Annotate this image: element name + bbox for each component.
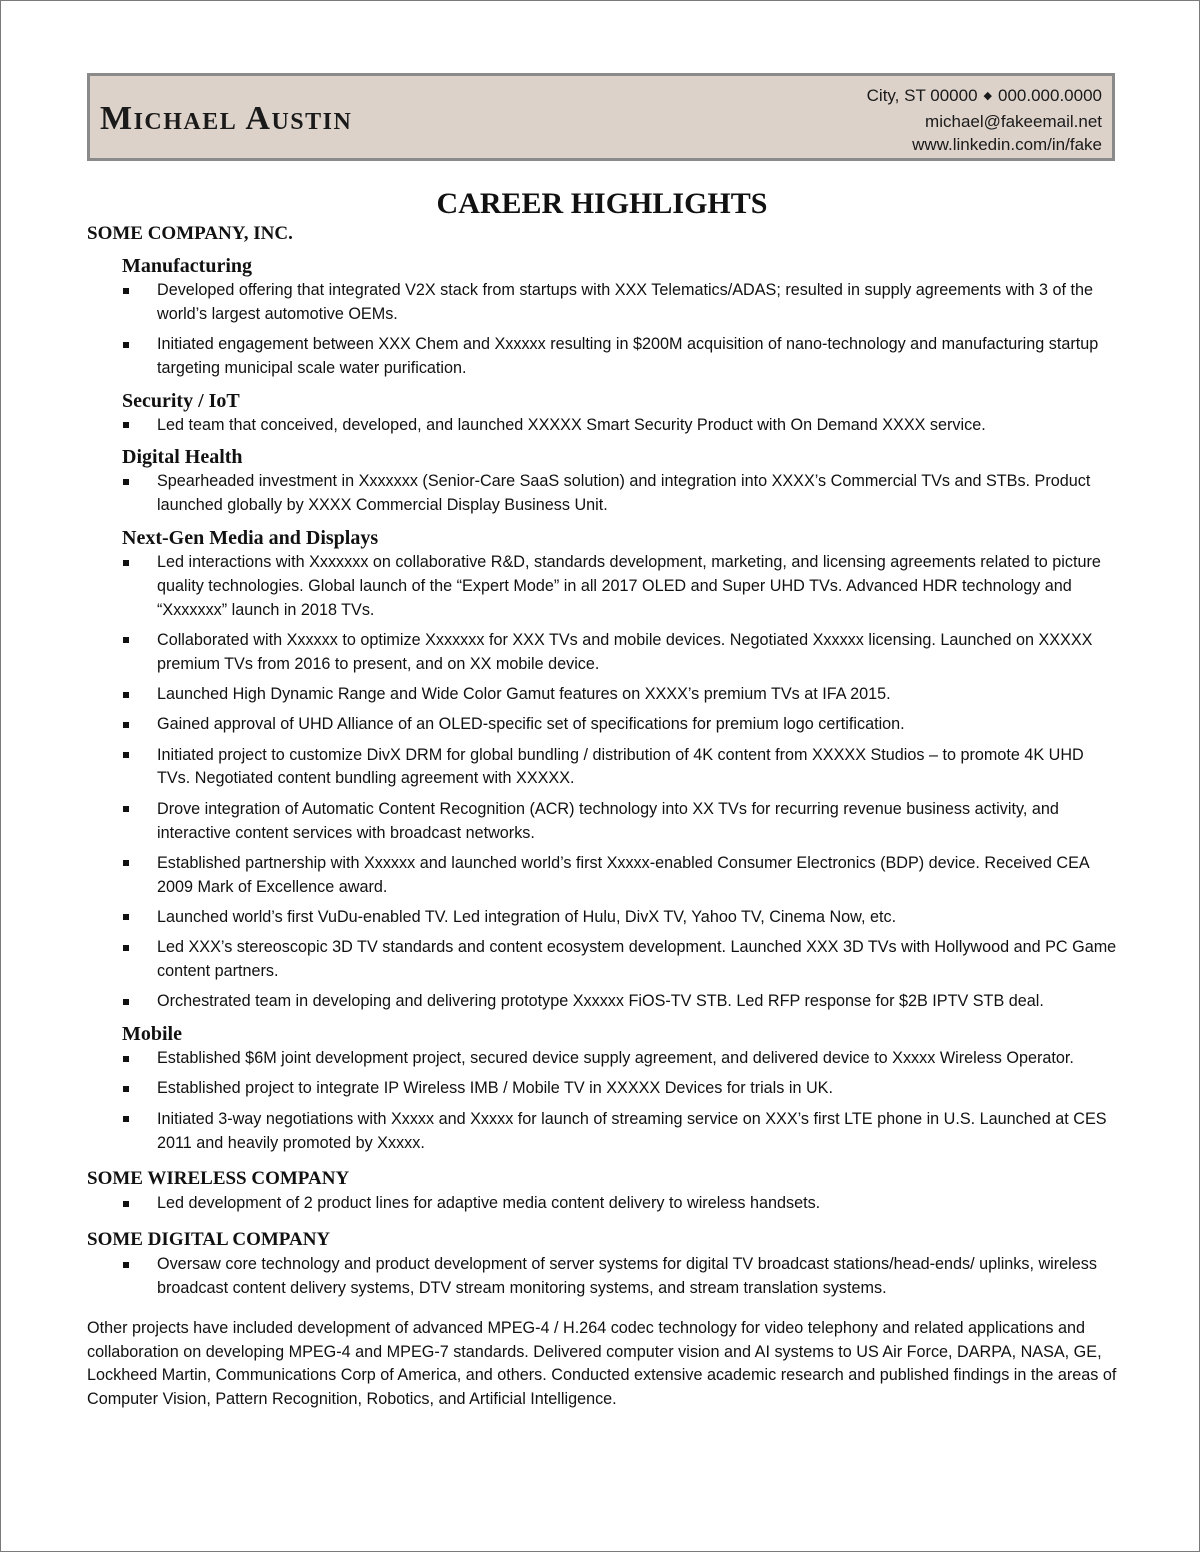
bullet-item [87, 1108, 1117, 1156]
bullet-text: Led team that conceived, developed, and launched XXXXX Smart Security Product with On Demand XXXX service. [157, 415, 986, 434]
bullet-item [87, 1047, 1117, 1071]
square-bullet-icon [123, 342, 129, 348]
square-bullet-icon [123, 288, 129, 294]
square-bullet-icon [123, 1201, 129, 1207]
category-title: Mobile [122, 1023, 182, 1046]
square-bullet-icon [123, 479, 129, 485]
company-block [87, 222, 1117, 1155]
bullet-text: Oversaw core technology and product development of server systems for digital TV broadcast stations/head-ends/ uplinks, wireless broadcast content delivery systems, DTV stream monitoring systems, and stream translation systems. [157, 1255, 1097, 1297]
bullet-text: Drove integration of Automatic Content Recognition (ACR) technology into XX TVs for recurring revenue business activity, and interactive content services with broadcast networks. [157, 799, 1059, 842]
location-text: City, ST 00000 [866, 86, 978, 105]
bullet-list [87, 551, 1117, 1014]
resume-content [87, 186, 1117, 1412]
company-name: SOME COMPANY, INC. [87, 223, 293, 244]
category-title: Next-Gen Media and Displays [122, 527, 379, 550]
bullet-text: Launched world’s first VuDu-enabled TV. Led integration of Hulu, DivX TV, Yahoo TV, Cinema Now, etc. [157, 907, 897, 926]
bullet-list [87, 1253, 1117, 1301]
bullet-item [87, 333, 1117, 381]
company-name: SOME WIRELESS COMPANY [87, 1168, 350, 1190]
square-bullet-icon [123, 999, 129, 1005]
square-bullet-icon [123, 806, 129, 812]
bullet-text: Established partnership with Xxxxxx and launched world’s first Xxxxx-enabled Consumer Electronics (BDP) device. Received CEA 2009 Mark of Excellence award. [157, 853, 1089, 896]
email-link[interactable]: michael@fakeemail.net [925, 112, 1102, 131]
phone-text: 000.000.0000 [998, 86, 1102, 105]
bullet-text: Initiated 3-way negotiations with Xxxxx and Xxxxx for launch of streaming service on XXX’s first LTE phone in U.S. Launched at CES 2011 and heavily promoted by Xxxxx. [157, 1109, 1107, 1152]
diamond-separator-icon: ◆ [983, 90, 992, 102]
bullet-text: Launched High Dynamic Range and Wide Color Gamut features on XXXX’s premium TVs at IFA 2015. [157, 685, 891, 704]
bullet-list [87, 470, 1117, 518]
other-projects-paragraph: Other projects have included development of advanced MPEG-4 / H.264 codec technology for video telephony and related applications and collaboration on developing MPEG-4 and MPEG-7 standards. Delivered computer vision and AI systems to US Air Force, DARPA, NASA, GE, Lockheed Martin, Communications Corp of America, and others. Conducted extensive academic research and published findings in the areas of Computer Vision, Pattern Recognition, Robotics, and Artificial Intelligence. [87, 1318, 1117, 1409]
square-bullet-icon [123, 860, 129, 866]
category-title: Manufacturing [122, 255, 252, 277]
bullet-item [87, 852, 1117, 900]
bullet-item [87, 279, 1117, 327]
bullet-item [87, 414, 1117, 438]
category-title: Digital Health [122, 446, 243, 469]
bullet-item [87, 990, 1117, 1014]
category-title: Security / IoT [122, 389, 240, 412]
square-bullet-icon [123, 945, 129, 951]
companies-list [87, 222, 1117, 1301]
bullet-list [87, 1047, 1117, 1155]
bullet-text: Orchestrated team in developing and delivering prototype Xxxxxx FiOS-TV STB. Led RFP response for $2B IPTV STB deal. [157, 992, 1044, 1011]
bullet-list [87, 1192, 1117, 1216]
bullet-item [87, 744, 1117, 792]
bullet-item [87, 551, 1117, 622]
bullet-text: Developed offering that integrated V2X stack from startups with XXX Telematics/ADAS; resulted in supply agreements with 3 of the world’s largest automotive OEMs. [157, 281, 1094, 323]
bullet-item [87, 1077, 1117, 1101]
bullet-text: Established project to integrate IP Wireless IMB / Mobile TV in XXXXX Devices for trials in UK. [157, 1079, 833, 1098]
bullet-text: Spearheaded investment in Xxxxxxx (Senior-Care SaaS solution) and integration into XXXX’s Commercial TVs and STBs. Product launched globally by XXXX Commercial Display Business Unit. [157, 472, 1091, 515]
bullet-text: Collaborated with Xxxxxx to optimize Xxxxxxx for XXX TVs and mobile devices. Negotiated Xxxxxx licensing. Launched on XXXXX premium TVs from 2016 to present, and on XX mobile device. [157, 630, 1093, 673]
company-block [87, 1228, 1117, 1301]
bullet-text: Led development of 2 product lines for adaptive media content delivery to wireless handsets. [157, 1194, 821, 1213]
company-block [87, 1167, 1117, 1216]
square-bullet-icon [123, 560, 129, 566]
square-bullet-icon [123, 637, 129, 643]
bullet-text: Established $6M joint development project, secured device supply agreement, and delivered device to Xxxxx Wireless Operator. [157, 1049, 1074, 1068]
bullet-text: Led XXX’s stereoscopic 3D TV standards and content ecosystem development. Launched XXX 3D TVs with Hollywood and PC Game content partners. [157, 938, 1117, 981]
bullet-list [87, 414, 1117, 438]
bullet-text: Initiated project to customize DivX DRM for global bundling / distribution of 4K content from XXXXX Studios – to promote 4K UHD TVs. Negotiated content bundling agreement with XXXXX. [157, 745, 1084, 788]
bullet-item [87, 1192, 1117, 1216]
linkedin-link[interactable]: www.linkedin.com/in/fake [912, 135, 1102, 154]
bullet-item [87, 906, 1117, 930]
square-bullet-icon [123, 422, 129, 428]
bullet-item [87, 683, 1117, 707]
square-bullet-icon [123, 914, 129, 920]
bullet-item [87, 936, 1117, 984]
square-bullet-icon [123, 1262, 129, 1268]
location-phone-line [867, 84, 1102, 110]
bullet-list [87, 279, 1117, 381]
candidate-name: Michael Austin [100, 100, 353, 137]
bullet-text: Initiated engagement between XXX Chem and Xxxxxx resulting in $200M acquisition of nano-technology and manufacturing startup targeting municipal scale water purification. [157, 335, 1099, 377]
square-bullet-icon [123, 1056, 129, 1062]
square-bullet-icon [123, 722, 129, 728]
bullet-text: Gained approval of UHD Alliance of an OLED-specific set of specifications for premium logo certification. [157, 715, 905, 734]
section-title: CAREER HIGHLIGHTS [436, 187, 768, 220]
bullet-text: Led interactions with Xxxxxxx on collaborative R&D, standards development, marketing, and licensing agreements related to picture quality technologies. Global launch of the “Expert Mode” in all 2017 OLED and Super UHD TVs. Advanced HDR technology and “Xxxxxxx” launch in 2018 TVs. [157, 553, 1101, 619]
bullet-item [87, 1253, 1117, 1301]
bullet-item [87, 470, 1117, 518]
bullet-item [87, 713, 1117, 737]
company-name: SOME DIGITAL COMPANY [87, 1229, 331, 1251]
bullet-item [87, 798, 1117, 846]
square-bullet-icon [123, 1116, 129, 1122]
square-bullet-icon [123, 1086, 129, 1092]
square-bullet-icon [123, 692, 129, 698]
resume-header [87, 73, 1115, 161]
contact-info [867, 84, 1102, 156]
square-bullet-icon [123, 752, 129, 758]
bullet-item [87, 629, 1117, 677]
